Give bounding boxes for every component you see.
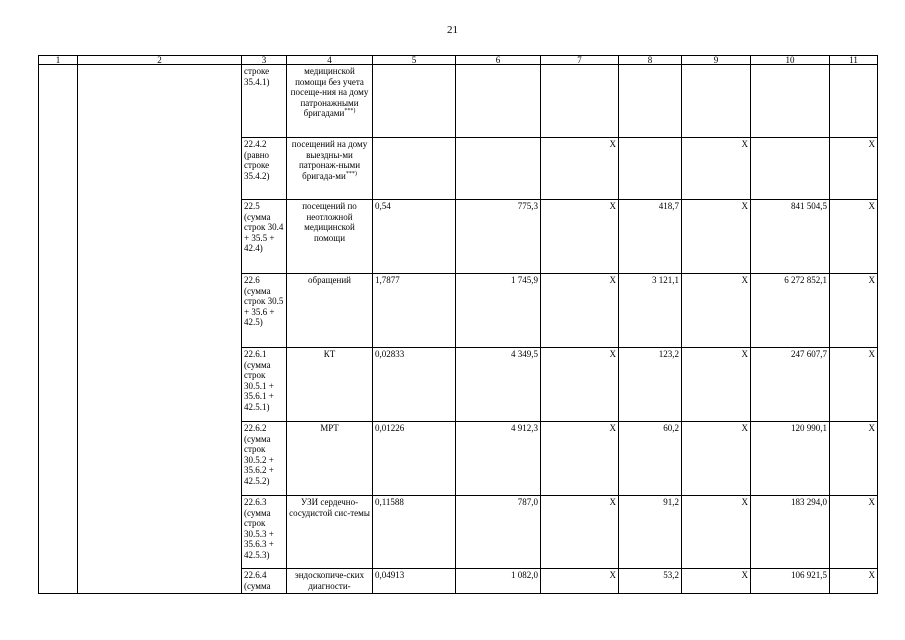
value-col9: X: [682, 422, 751, 496]
value-col8: 60,2: [619, 422, 682, 496]
row-name: эндоскопиче-ских диагности-: [287, 569, 373, 594]
value-col11: X: [830, 422, 878, 496]
row-name: посещений по неотложной медицинской помощи: [287, 200, 373, 274]
row-code: 22.6 (сумма строк 30.5 + 35.6 + 42.5): [242, 274, 287, 348]
column-header: 3: [242, 56, 287, 65]
value-col8: [619, 138, 682, 200]
value-col11: X: [830, 569, 878, 594]
value-col5: 0,02833: [373, 348, 456, 422]
column-header: 9: [682, 56, 751, 65]
data-table: [38, 55, 878, 594]
value-col5: 0,01226: [373, 422, 456, 496]
value-col6: 1 082,0: [456, 569, 541, 594]
value-col8: 418,7: [619, 200, 682, 274]
row-name: посещений на дому выездны-ми патронаж-ными бригада-ми***): [287, 138, 373, 200]
value-col5: [373, 65, 456, 138]
value-col7: X: [541, 569, 619, 594]
column-header: 10: [751, 56, 830, 65]
value-col8: [619, 65, 682, 138]
value-col11: [830, 65, 878, 138]
value-col5: 0,54: [373, 200, 456, 274]
column-header: 8: [619, 56, 682, 65]
column-header: 1: [39, 56, 78, 65]
value-col10: [751, 138, 830, 200]
value-col10: 106 921,5: [751, 569, 830, 594]
value-col5: 0,04913: [373, 569, 456, 594]
value-col10: 120 990,1: [751, 422, 830, 496]
row-name: МРТ: [287, 422, 373, 496]
value-col8: 53,2: [619, 569, 682, 594]
column-header: 2: [78, 56, 242, 65]
value-col6: [456, 65, 541, 138]
value-col11: X: [830, 200, 878, 274]
col1-cell: [39, 65, 78, 594]
value-col5: 0,11588: [373, 496, 456, 569]
value-col6: 1 745,9: [456, 274, 541, 348]
value-col6: 775,3: [456, 200, 541, 274]
value-col9: X: [682, 496, 751, 569]
row-code: 22.6.3 (сумма строк 30.5.3 + 35.6.3 + 42.5.3): [242, 496, 287, 569]
value-col7: X: [541, 496, 619, 569]
value-col10: [751, 65, 830, 138]
value-col9: X: [682, 200, 751, 274]
col2-cell: [78, 65, 242, 594]
row-code: 22.5 (сумма строк 30.4 + 35.5 + 42.4): [242, 200, 287, 274]
row-name: КТ: [287, 348, 373, 422]
value-col7: X: [541, 348, 619, 422]
value-col5: 1,7877: [373, 274, 456, 348]
value-col11: X: [830, 274, 878, 348]
table-row: [39, 65, 878, 138]
page-number: 21: [447, 24, 458, 36]
row-code: 22.4.2 (равно строке 35.4.2): [242, 138, 287, 200]
value-col10: 6 272 852,1: [751, 274, 830, 348]
column-header-row: [39, 56, 878, 65]
row-name: медицинской помощи без учета посеще-ния на дому патронажными бригадами***): [287, 65, 373, 138]
value-col6: 4 349,5: [456, 348, 541, 422]
row-name: УЗИ сердечно-сосудистой сис-темы: [287, 496, 373, 569]
value-col7: [541, 65, 619, 138]
value-col11: X: [830, 496, 878, 569]
value-col7: X: [541, 422, 619, 496]
value-col6: 4 912,3: [456, 422, 541, 496]
column-header: 6: [456, 56, 541, 65]
value-col9: X: [682, 348, 751, 422]
value-col11: X: [830, 138, 878, 200]
value-col8: 3 121,1: [619, 274, 682, 348]
value-col6: [456, 138, 541, 200]
value-col10: 841 504,5: [751, 200, 830, 274]
value-col7: X: [541, 138, 619, 200]
value-col5: [373, 138, 456, 200]
value-col8: 123,2: [619, 348, 682, 422]
value-col9: X: [682, 569, 751, 594]
row-name: обращений: [287, 274, 373, 348]
value-col10: 183 294,0: [751, 496, 830, 569]
value-col8: 91,2: [619, 496, 682, 569]
value-col11: X: [830, 348, 878, 422]
column-header: 5: [373, 56, 456, 65]
column-header: 7: [541, 56, 619, 65]
row-code: 22.6.1 (сумма строк 30.5.1 + 35.6.1 + 42.5.1): [242, 348, 287, 422]
row-code: 22.6.4 (сумма: [242, 569, 287, 594]
value-col7: X: [541, 274, 619, 348]
value-col9: X: [682, 138, 751, 200]
value-col6: 787,0: [456, 496, 541, 569]
value-col9: X: [682, 274, 751, 348]
value-col10: 247 607,7: [751, 348, 830, 422]
value-col9: [682, 65, 751, 138]
column-header: 4: [287, 56, 373, 65]
row-code: строке 35.4.1): [242, 65, 287, 138]
row-code: 22.6.2 (сумма строк 30.5.2 + 35.6.2 + 42.5.2): [242, 422, 287, 496]
column-header: 11: [830, 56, 878, 65]
value-col7: X: [541, 200, 619, 274]
